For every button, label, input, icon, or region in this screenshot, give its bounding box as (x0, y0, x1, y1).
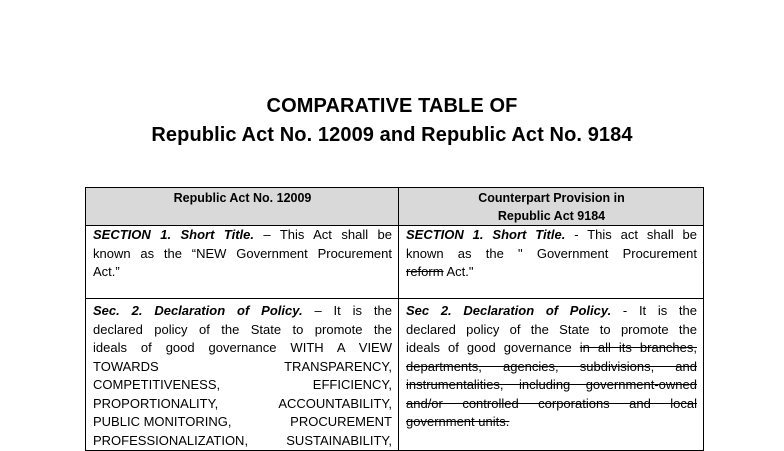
comparative-table (85, 187, 704, 451)
table-header-row (86, 188, 704, 226)
text-line: Act." (443, 264, 474, 279)
row1-left-cell (86, 226, 399, 299)
text-line: declared policy of the State to promote the (93, 321, 392, 337)
text-line: – It is the (302, 303, 392, 318)
text-line: known as the " Government Procurement (406, 245, 697, 261)
text-line: PUBLIC MONITORING, PROCUREMENT (93, 414, 392, 429)
header-right-line-2: Republic Act 9184 (497, 209, 606, 223)
text-line: PROFESSIONALIZATION, SUSTAINABILITY, (93, 432, 392, 448)
row2-right-cell (399, 299, 704, 451)
row1-right-cell (399, 226, 704, 299)
row2-left-cell (86, 299, 399, 451)
text-line: ideals of good governance WITH A VIEW (93, 340, 392, 355)
text-line: TOWARDS TRANSPARENCY, (93, 358, 392, 374)
deleted-text: departments, agencies, subdivisions, and (406, 358, 697, 374)
section-heading: Sec. 2. Declaration of Policy. (93, 303, 303, 318)
text-line: – This Act shall be (253, 227, 392, 242)
header-left: Republic Act No. 12009 (86, 188, 399, 226)
text-line: COMPETITIVENESS, EFFICIENCY, (93, 377, 392, 392)
text-line: ideals of good governance (406, 340, 580, 355)
section-heading: SECTION 1. Short Title. (93, 227, 254, 242)
text-line: declared policy of the State to promote the (406, 321, 697, 337)
table-row (86, 299, 704, 451)
section-heading: Sec 2. Declaration of Policy. (406, 303, 612, 318)
section-heading: SECTION 1. Short Title. (406, 227, 566, 242)
table-row (86, 226, 704, 299)
deleted-text: instrumentalities, including government-owned (406, 377, 697, 392)
deleted-text: reform (406, 264, 444, 279)
document-title-line-2: Republic Act No. 12009 and Republic Act No. 9184 (151, 124, 633, 146)
deleted-text: and/or controlled corporations and local (406, 395, 697, 411)
text-line: Act.” (93, 264, 120, 279)
deleted-text: government units. (406, 414, 510, 429)
text-line: known as the “NEW Government Procurement (93, 245, 392, 261)
header-right (399, 188, 704, 226)
deleted-text: in all its branches, (579, 340, 697, 355)
header-right-line-1: Counterpart Provision in (478, 191, 625, 205)
text-line: PROPORTIONALITY, ACCOUNTABILITY, (93, 395, 392, 411)
text-line: - This act shall be (565, 227, 697, 242)
text-line: - It is the (611, 303, 697, 318)
document-title-line-1: COMPARATIVE TABLE OF (266, 95, 518, 117)
